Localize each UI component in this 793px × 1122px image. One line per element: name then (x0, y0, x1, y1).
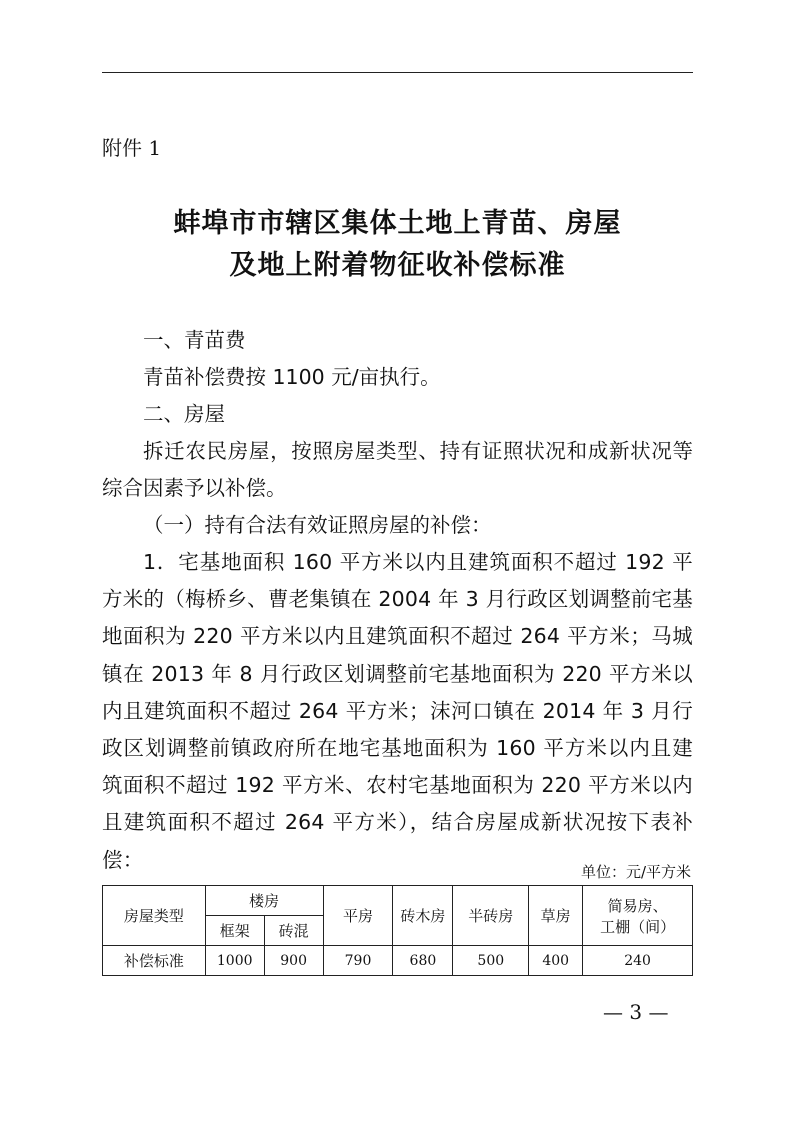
seedling-compensation-text: 青苗补偿费按 1100 元/亩执行。 (143, 365, 441, 389)
attachment-label: 附件 1 (102, 136, 162, 160)
houses-paragraph: 拆迁农民房屋，按照房屋类型、持有证照状况和成新状况等综合因素予以补偿。 (102, 439, 693, 501)
header-half-brick: 半砖房 (453, 886, 529, 946)
header-frame: 框架 (205, 916, 264, 946)
value-bungalow: 790 (323, 946, 393, 976)
header-simple-line2: 工棚（间） (600, 917, 676, 936)
value-simple: 240 (583, 946, 693, 976)
header-thatched: 草房 (529, 886, 583, 946)
header-rule (102, 72, 693, 73)
row-label: 补偿标准 (103, 946, 206, 976)
value-thatched: 400 (529, 946, 583, 976)
document-title-line1: 蚌埠市市辖区集体土地上青苗、房屋 (173, 208, 622, 239)
header-house-type: 房屋类型 (103, 886, 206, 946)
section-heading-houses: 二、房屋 (143, 402, 225, 426)
document-title-line2: 及地上附着物征收补偿标准 (229, 250, 566, 281)
header-simple-house (583, 886, 693, 946)
page-number: — 3 — (603, 1000, 669, 1024)
item1-paragraph: 1．宅基地面积 160 平方米以内且建筑面积不超过 192 平方米的（梅桥乡、曹老集镇在 2004 年 3 月行政区划调整前宅基地面积为 220 平方米以内且建筑面积不超过 264 平方米；马城镇在 2013 年 8 月行政区划调整前宅基地面积为 220 平方米以内且建筑面积不超过 264 平方米；沫河口镇在 2014 年 3 月行政区划调整前镇政府所在地宅基地面积为 160 平方米以内且建筑面积不超过 192 平方米、农村宅基地面积为 220 平方米以内且建筑面积不超过 264 平方米），结合房屋成新状况按下表补偿： (102, 550, 693, 872)
header-brick-wood: 砖木房 (393, 886, 453, 946)
sub-heading-licensed-houses: （一）持有合法有效证照房屋的补偿： (143, 513, 492, 537)
table-header-row (103, 886, 693, 916)
header-bungalow: 平房 (323, 886, 393, 946)
table-row (103, 946, 693, 976)
header-building: 楼房 (205, 886, 323, 916)
value-brick-concrete: 900 (264, 946, 323, 976)
value-half-brick: 500 (453, 946, 529, 976)
header-brick-concrete: 砖混 (264, 916, 323, 946)
header-simple-line1: 简易房、 (607, 896, 668, 915)
table-unit-label: 单位：元/平方米 (580, 863, 691, 881)
section-heading-seedlings: 一、青苗费 (143, 328, 246, 352)
value-brick-wood: 680 (393, 946, 453, 976)
value-frame: 1000 (205, 946, 264, 976)
compensation-table (102, 885, 693, 976)
